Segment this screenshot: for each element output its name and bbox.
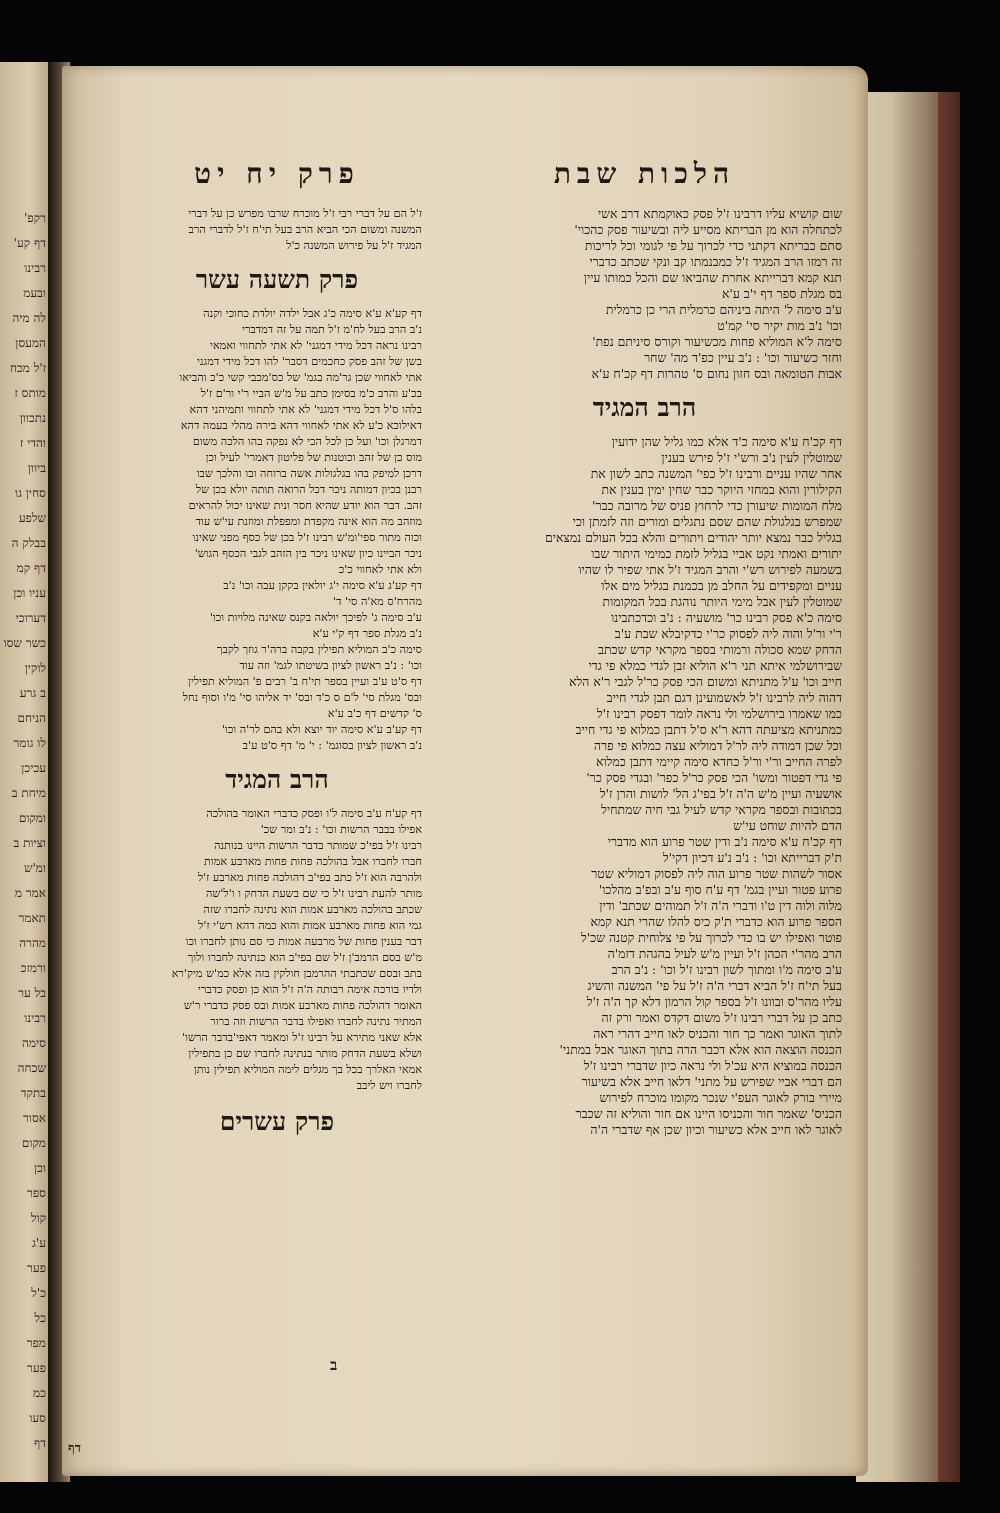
text-line: גמי הוא פחות מארבע אמות והוא כמה דהא רש'י ז'ל bbox=[198, 919, 422, 932]
left-page-fragment: מיחת ב bbox=[11, 786, 46, 800]
text-line: מלוה ולוה דין ט'ו ודברי ה'ה ז'ל תמוהים שכתב' ודין bbox=[599, 898, 842, 913]
section-heading-hamagid-right: הרב המגיד bbox=[592, 393, 697, 422]
left-page-fragment: דערוכי bbox=[15, 611, 46, 625]
left-page-fragment: עכיכן bbox=[21, 761, 46, 775]
text-line: ע'ב סימה ג' לפיכך יולאה בקנס שאינה מלויות וכו' bbox=[209, 611, 422, 624]
text-line: נ'ב מגלת ספר דף ק'י ע'א bbox=[312, 627, 422, 640]
text-line: סימה ל'א המוליא פחות מכשיעור וקורס סיניתם נפת' bbox=[592, 334, 842, 349]
text-line: זה רמזו הרב המגיד ז'ל כמבנמתו קב ונקי שכתב כדברי bbox=[589, 254, 842, 269]
left-page-fragment: עניו וכן bbox=[13, 586, 46, 600]
text-line: בעל תי'ח ז'ל הביא דברי ה'ה ז'ל על פי' המשנה והשיג bbox=[587, 978, 842, 993]
text-line: מוס כן של זהב וכוטנות של פליטון דאמרי' לעיל וכן bbox=[205, 451, 422, 464]
text-line: רבנן בכיון דמותה ניכר דכל הרואה תותה יולא בכן של bbox=[195, 483, 422, 496]
text-line: ובס' מגלת סי' ל'ם ס כ'ד ובס' יד אליהו סי' מ'ו וסוף נחל bbox=[182, 691, 422, 704]
text-line: רבינו ז'ל בפי'כ שמותר בדבר הרשות היינו בנותנה bbox=[214, 839, 422, 852]
text-line: כמו שאמרו בירושלמי ולי נראה לומר דפסק רבינו ז'ל bbox=[596, 706, 842, 721]
left-page-sliver bbox=[0, 62, 50, 1482]
text-line: מיירי בורק לאוגר העפ'י שנכר מקומו מוכרח לפירוש bbox=[599, 1090, 842, 1105]
left-page-fragment: רבינו bbox=[24, 1011, 46, 1025]
left-page-fragment: לו גומר bbox=[13, 736, 46, 750]
text-line: דמרגלן וכו' ועל כן לכל הכי לא נפקה בהו הלכה משום bbox=[192, 435, 422, 448]
text-line: וכו' נ'ב מות יקיר סי' קמ'ט bbox=[717, 318, 842, 333]
text-line: ת'ק דברייתא וכו' : נ'ב נ'ע דכיון דקי'ל bbox=[662, 850, 842, 865]
text-line: סתם כבריתא דקתני כדי לכרוך על פי לגומי וכל לריכות bbox=[584, 238, 842, 253]
left-page-fragment: לוקין bbox=[24, 661, 46, 675]
left-page-fragment: כשר שסו bbox=[3, 636, 46, 650]
text-line: המגיד ז'ל על פירוש המשנה כ'ל bbox=[286, 239, 422, 252]
text-line: וכו' : נ'ב ראשון לציון בשיטתו לגמ' וזה עוד bbox=[239, 659, 422, 672]
text-line: דף קכ'ח ע'א סימה כ'ד אלא כמו גליל שהן ידועין bbox=[611, 434, 842, 449]
text-line: אתי לאחווי שכן גר'מה בגמ' של כס'מכבי קשי כ'כ והביאו bbox=[179, 371, 422, 384]
text-line: הכנסה במוציא היא עכ'ל ולי נראה כיון שדברי רבינו ז'ל bbox=[583, 1058, 842, 1073]
left-page-fragment: ע'ג bbox=[31, 1236, 46, 1250]
text-line: הספר פרוע הוא כדברי ת'ק כיס להלו שהרי תנא קמא bbox=[590, 914, 842, 929]
left-page-fragment: ביוון bbox=[27, 461, 46, 475]
text-line: סימה כ'ב המוליא תפילין בקבה ברה'ר גוזך לקבך bbox=[216, 643, 422, 656]
text-line: נ'ב הרב בעל לח'מ ז'ל תמה על זה דמדברי bbox=[241, 323, 422, 336]
left-page-fragment: קול bbox=[30, 1211, 46, 1225]
text-line: עניים ומקפידים על החלב מן בכמנת בגליל מים אלו bbox=[601, 578, 842, 593]
bottom-shadow bbox=[0, 1482, 1000, 1513]
left-page-fragment: לה מיה bbox=[12, 311, 46, 325]
left-column-mid-text bbox=[132, 306, 422, 578]
left-page-fragment: נתכוון bbox=[19, 411, 46, 425]
text-line: אבות הטומאה ובס חזון נחום ס' טהרות דף קכ'ח ע'א bbox=[591, 366, 842, 381]
text-line: דבר בענין פחות של מרבעה אמות כי סם נותן לחברו וכו bbox=[185, 935, 422, 948]
text-line: ז'ל הם על דברי רבי ז'ל מוכרח שרבו מפרש כן על דברי bbox=[188, 207, 422, 220]
left-page-fragment: סחין גו bbox=[15, 486, 46, 500]
left-page-fragment: סעו bbox=[29, 1411, 46, 1425]
left-page-fragment: ומקום bbox=[18, 811, 46, 825]
text-line: חברו לחברו אבל בהולכה פחות פחות מארבע אמות bbox=[204, 855, 422, 868]
text-line: ס' קדשים דף כ'ב ע'א bbox=[327, 707, 422, 720]
text-line: אחר שהיו עניים ורבינו ז'ל כפי' המשנה כתב לשון את bbox=[590, 466, 842, 481]
text-line: ע'ב סימה מ'ו ומתוך לשון רבינו ז'ל וכו' : נ'ב הרב bbox=[611, 962, 842, 977]
text-line: דף קכ'ח ע'א סימה נ'ב ודין שטר פרוע הוא מדברי bbox=[607, 834, 842, 849]
text-line: ר'י ור'ל והוה ליה לפסוק כר'י כדקיבלא שבת ע'ב bbox=[614, 626, 842, 641]
section-heading-hamagid-left: הרב המגיד bbox=[225, 765, 329, 794]
text-line: מהרח'ס מא'ה סי' ד' bbox=[333, 595, 422, 608]
text-line: דף ס'ט ע'ב ועיין בספר תי'ח ב' רבים פ' המוליא תפילין bbox=[188, 675, 422, 688]
text-line: בלהו ס'ל דכל מידי דמגני' לא אתי לתחווי ותמיהני דהא bbox=[189, 403, 422, 416]
text-line: נ'ב ראשון לציון בסוגמ' : י' מ' דף ס'ט ע'ב bbox=[242, 739, 422, 752]
left-column-top-text bbox=[132, 206, 422, 254]
signature-mark: ב bbox=[330, 1356, 338, 1374]
text-line: דאילוכא כ'ע לא אתי לאחווי דהא בירה מהלי בעמה דהא bbox=[180, 419, 422, 432]
text-line: שכתב בהולכה מארבע אמות הוא נתינה לחברו שזה bbox=[203, 903, 422, 916]
left-page-fragment: מותס ז bbox=[14, 386, 46, 400]
left-column bbox=[132, 156, 422, 1148]
left-page-fragment: ובעמ bbox=[23, 286, 46, 300]
right-column-top-text bbox=[447, 206, 842, 382]
text-line: לפרה החייב ור'י ור'ל כחדא סימה קיימי דתבן כמלוא bbox=[595, 754, 842, 769]
text-line: תנא קמא דברייתא אחרת שהביאו שם והכל כמותו עיין bbox=[583, 270, 842, 285]
text-line: וכוה מתור ספי'ומ'ש רבינו ז'ל בכן של כסף מפני שאינו bbox=[192, 531, 422, 544]
text-line: בכ'ע והרב כ'מ בסימן כתב על מ'ש הביי ר'י ור'ם ז'ל bbox=[200, 387, 422, 400]
text-line: חייב וכו' ע'ל מתניתא ומשום הכי פסק כר'ל לגבי ר'א הלא bbox=[569, 674, 842, 689]
text-line: המתיר נתינה לחברו ואפילו בדבר הרשות וזה ברור bbox=[210, 1015, 422, 1028]
text-line: פרוע פטור ועיין בגמ' דף ע'ח סוף ע'ב ובפ'ב מהלכו' bbox=[598, 882, 842, 897]
left-column-body-text bbox=[132, 806, 422, 1094]
text-line: שמפרש בגלגולת שהם שסם נתגלים ומורים וזה לזמתן וכי bbox=[572, 514, 842, 529]
text-line: פוטר ואפילו יש בו כדי לכרוך על פי צלוחית קטנה שכ'ל bbox=[580, 930, 842, 945]
text-line: לתוך האוגר ואמר כך חור והכניס לאו חייב דהרי ראה bbox=[593, 1026, 842, 1041]
left-page-fragment: והדי ז bbox=[19, 436, 46, 450]
right-column bbox=[447, 156, 842, 1138]
left-page-fragment: אסור bbox=[23, 1111, 46, 1125]
left-page-fragment: רקפ' bbox=[24, 211, 46, 225]
left-page-fragment: ב גרע bbox=[19, 686, 46, 700]
left-page-fragment: בתקד bbox=[20, 1086, 46, 1100]
text-line: סימה כ'א פסק רבינו כר' מושעיה : נ'ב וכדכתבינו bbox=[611, 610, 842, 625]
left-page-fragment: הניחם bbox=[17, 711, 46, 725]
text-line: דף קע'א ע'א סימה כ'ג אבל ילדה יולדת כחוכי וקנה bbox=[203, 307, 422, 320]
left-page-fragment: דף bbox=[34, 1436, 46, 1450]
text-line: שום קושיא עליו דרבינו ז'ל פסק כאוקמתא דרב אשי bbox=[597, 206, 842, 221]
text-line: הם דברי אביי שפירש על מתני' דלאו חייב אלא בשיעור bbox=[581, 1074, 842, 1089]
text-line: הדם להיות שוחט עי'ש bbox=[733, 818, 842, 833]
left-page-fragment: ז'ל מכח bbox=[9, 361, 46, 375]
running-head-right: הלכות שבת bbox=[553, 157, 736, 190]
text-line: המשנה ומשום הכי הביא הרב בעל תי'ח ז'ל לדברי הרב bbox=[188, 223, 422, 236]
text-line: בגליל כבר נמצא יותר יהודים ויתורים והלא בכל העולם נמצאים bbox=[544, 530, 842, 545]
left-page-fragment: אמר מ bbox=[14, 886, 46, 900]
text-line: הכנסה הוצאה הוא אלא דכבר הרה בתוך האוגר אבל במתני' bbox=[559, 1042, 842, 1057]
left-page-fragment: פער bbox=[27, 1261, 46, 1275]
text-line: אלא שאני מתירא על רבינו ז'ל ומאמר דאפי'בדבר הרשו' bbox=[182, 1031, 422, 1044]
right-column-body-text bbox=[447, 434, 842, 1138]
text-line: מלח המומות שיעורן כדי לרחוץ פניס של מרובה כבר' bbox=[592, 498, 842, 513]
text-line: זהב. דבר הוא יודע שהיא חסר ונית שאינו יכול להראים bbox=[188, 499, 422, 512]
text-line: ושלא בשעת הדחק מותר בנתינה לחברו שם כן בתפילין bbox=[188, 1047, 422, 1060]
text-line: שבירושלמי איתא תני ר'א הוליא זבן לגדי כמלא פי גדי bbox=[588, 658, 842, 673]
text-line: וחזר כשיעור וכו' : נ'ב עיין כפ'ד מה' שחר bbox=[644, 350, 842, 365]
left-page-fragment: שלפע bbox=[18, 511, 46, 525]
text-line: הרב מהר'י הכהן ז'ל ועיין מ'ש לעיל בהגהת דזמ'ה bbox=[607, 946, 842, 961]
text-line: רבינו נראה דכל מידי דמגני' לא אתי לתחווי ואמאי bbox=[210, 339, 422, 352]
text-line: ולא אתי לאחווי כ'כ bbox=[338, 563, 422, 576]
left-page-fragment: דף קע' bbox=[13, 236, 46, 250]
left-page-fragment: דף קמ bbox=[16, 561, 46, 575]
book-page bbox=[62, 66, 868, 1476]
back-cover-edge bbox=[856, 92, 960, 1482]
text-line: כתב כן על דברי רבינו ז'ל משום דקדס ואמר ורק זה bbox=[601, 1010, 842, 1025]
text-line: ע'ב סימה ל' היתה ביניהם כרמלית הרי כן כרמלית bbox=[605, 302, 842, 317]
text-line: עליו מהר'ס ובוונו ז'ל בספר קול הרמון דלא קך ה'ה ז'ל bbox=[586, 994, 842, 1009]
text-line: פי גדי דפטור ומשו' הכי פסק כר'ל כפר' ובגדי פסק כר' bbox=[586, 770, 842, 785]
chapter-heading-19: פרק תשעה עשר bbox=[195, 265, 359, 294]
left-page-fragment: ורמזכ bbox=[20, 961, 46, 975]
text-line: אסור לשהות שטר פרוע הוה ליה לפסוק דמוליא שטר bbox=[591, 866, 842, 881]
left-page-fragment: וציות ב bbox=[13, 836, 46, 850]
left-page-fragment: כל bbox=[34, 1311, 46, 1325]
text-line: בשמעה לפירוש רש'י והרב המגיד ז'ל אתי שפיר לו שהיו bbox=[578, 562, 842, 577]
text-line: מותר להעת רבינו ז'ל כי שם בשעת הדחק ו ו'ל'שה bbox=[205, 887, 422, 900]
text-line: דף קע'ח ע'ב סימה ל'ו ופסק כדברי האומר בהולכה bbox=[206, 807, 422, 820]
text-line: ולדיו בורכה אימה רבותה ה'ה ז'ל הוא כן ופסק כדברי bbox=[197, 983, 422, 996]
left-page-fragment: ומ'ש bbox=[24, 861, 46, 875]
left-page-fragment: כ'ל bbox=[31, 1286, 46, 1300]
left-page-fragment: בל ער bbox=[18, 986, 46, 1000]
text-line: הכניס' שאמר חור והכניסו היינו אם חור והוליא זה שכבר bbox=[575, 1106, 842, 1121]
text-line: האומר דהולכה פחות מארבע אמות ובס פסק כדברי ר'ש bbox=[183, 999, 422, 1012]
left-page-fragment: מהרה bbox=[19, 936, 46, 950]
text-line: אמאי האלרך בכל בך מגלים לימה המוליא תפילין נותן bbox=[193, 1063, 422, 1076]
left-page-fragment: מפר bbox=[26, 1336, 46, 1350]
left-page-fragment: רבינו bbox=[24, 261, 46, 275]
text-line: מ'ש בסם הרמב'ן ז'ל שם בפי'ב הוא כנתינה לחברו ולוך bbox=[187, 951, 422, 964]
left-page-fragment: ספר bbox=[26, 1186, 46, 1200]
text-line: בתב ובסם שכתבתי ההרמבן חולקין בזה אלא כמ'ש מיק'רא bbox=[171, 967, 422, 980]
left-page-fragment: וכן bbox=[34, 1161, 46, 1175]
text-line: שמוטלין לעין נ'ב ורש'י ז'ל פירש בענין bbox=[661, 450, 842, 465]
text-line: אושעיה ועיין מ'ש ה'ה ז'ל בפי'ג הל' לושות והרן ז'ל bbox=[599, 786, 842, 801]
text-line: כמתניתא מציעתה דהא ר'א ס'ל דתבן כמלוא פי גדי חייב bbox=[575, 722, 842, 737]
text-line: הקילורין והוא במחזי היוקר כבר שחין ימין בענין את bbox=[601, 482, 842, 497]
text-line: בשן של זהב פסק כחכמים דסבר' להו דכל מידי דמגני bbox=[196, 355, 422, 368]
text-line: ולהרבה הוא ז'ל כתב בפי'ב דהולכה פחות מארבע ז'ל bbox=[197, 871, 422, 884]
text-line: דף קע'ג ע'א סימה י'ג יולאין בקקן עבה וכו' נ'ב bbox=[223, 579, 422, 592]
catchword: דף bbox=[68, 1441, 81, 1456]
left-page-fragment: סימה bbox=[22, 1036, 46, 1050]
chapter-heading-20: פרק עשרים bbox=[219, 1107, 335, 1136]
text-line: לחברו ויש ליבב bbox=[356, 1079, 422, 1092]
text-line: שמוטלין לעין אבל מימי היותר נוהגת בכל המקומות bbox=[602, 594, 842, 609]
left-page-fragment: תאמר bbox=[18, 911, 46, 925]
text-line: דף קע'ב ע'א סימה יוד יוצא ולא בהם לר'ה וכו' bbox=[221, 723, 422, 736]
text-line: לאוגר לאו חייב אלא כשיעור וכיון שכן אף שדברי ה'ה bbox=[590, 1122, 842, 1137]
text-line: בס מגלת ספר דף י'ב ע'א bbox=[722, 286, 842, 301]
left-page-fragment: כמ bbox=[33, 1386, 46, 1400]
text-line: מוזהב מה הוא אינה מקפדת ומפפלת ומוזנת עי'ש עוד bbox=[195, 515, 422, 528]
left-page-fragment: המעסן bbox=[15, 336, 46, 350]
text-line: אפילו בבבר הרשות וכו' : נ'ב ומר שכ' bbox=[260, 823, 422, 836]
text-line: לכתחלה הוא מן הבריתא מסייע ליה ובשיעור פסק כהכוי' bbox=[574, 222, 842, 237]
left-page-fragment: מקום bbox=[21, 1136, 46, 1150]
running-head-left: פרק יח יט bbox=[194, 157, 360, 190]
text-line: בכתובות ובספר מקראי קדש לעיל גבי חיה שמתחיל bbox=[601, 802, 842, 817]
text-line: יתורים ואמתי נקט אביי בגליל לזמת כמימי היתור שבו bbox=[591, 546, 842, 561]
left-page-fragment: שכחה bbox=[17, 1061, 46, 1075]
left-page-fragment: פער bbox=[27, 1361, 46, 1375]
text-line: דרכן למיפק בהו בגלגולות אשה ברוחה ובו והלכך שבו bbox=[196, 467, 422, 480]
text-line: הדחק שמא סכולה ורמותי בספר מקראי קדש שכתב bbox=[597, 642, 842, 657]
text-line: דהוה ליה לרבינו ז'ל לאשמועינן דגם תבן לגדי חייב bbox=[606, 690, 842, 705]
text-line: וכל שכן דמודה ליה לר'ל דמוליא עצה כמלוא פי פרה bbox=[593, 738, 842, 753]
text-line: ניכר הביינו כיון שאינו ניכר בין הזהב לגבי הכסף הגוש' bbox=[194, 547, 422, 560]
left-page-fragment: בבלק ה bbox=[11, 536, 46, 550]
left-column-notes bbox=[132, 578, 422, 754]
